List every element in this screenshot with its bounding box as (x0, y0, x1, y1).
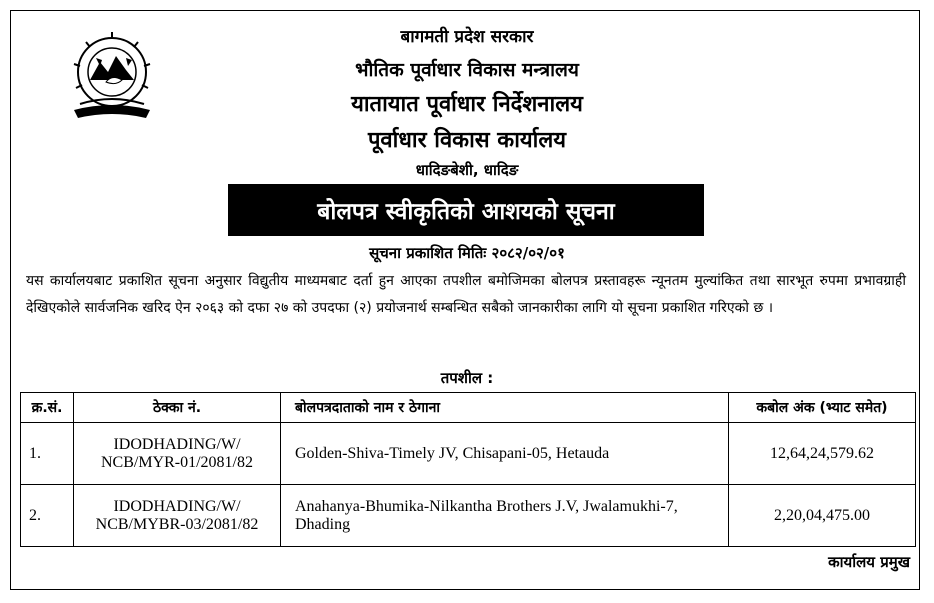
col-header-contract: ठेक्का नं. (74, 393, 281, 423)
header-ministry: भौतिक पूर्वाधार विकास मन्त्रालय (355, 59, 579, 81)
cell-amount: 12,64,24,579.62 (729, 423, 916, 485)
notice-title-banner (228, 184, 704, 236)
cell-bidder: Anahanya-Bhumika-Nilkantha Brothers J.V, Jwalamukhi-7, Dhading (281, 485, 729, 547)
col-header-sn: क्र.सं. (21, 393, 74, 423)
header-address: धादिङबेशी, धादिङ (415, 161, 519, 179)
col-header-bidder: बोलपत्रदाताको नाम र ठेगाना (281, 393, 729, 423)
header-directorate: यातायात पूर्वाधार निर्देशनालय (351, 92, 583, 117)
cell-bidder: Golden-Shiva-Timely JV, Chisapani-05, Hetauda (281, 423, 729, 485)
signature: कार्यालय प्रमुख (828, 553, 910, 571)
table-header-row (21, 393, 916, 423)
cell-amount: 2,20,04,475.00 (729, 485, 916, 547)
notice-title: बोलपत्र स्वीकृतिको आशयको सूचना (317, 199, 615, 225)
cell-contract: IDODHADING/W/ NCB/MYBR-03/2081/82 (74, 485, 281, 547)
table-row (21, 485, 916, 547)
notice-body: यस कार्यालयबाट प्रकाशित सूचना अनुसार विद्युतीय माध्यमबाट दर्ता हुन आएका तपशील बमोजिमका बोलपत्र प्रस्तावहरू न्यूनतम मुल्यांकित तथा सारभूत रुपमा प्रभावग्राही देखिएकोले सार्वजनिक खरिद ऐन २०६३ को दफा २७ को उपदफा (२) प्रयोजनार्थ सम्बन्धित सबैको जानकारीका लागि यो सूचना प्रकाशित गरिएको छ । (26, 273, 906, 316)
bid-table (20, 392, 916, 547)
header-office: पूर्वाधार विकास कार्यालय (367, 128, 567, 153)
cell-contract: IDODHADING/W/ NCB/MYR-01/2081/82 (74, 423, 281, 485)
col-header-amount: कबोल अंक (भ्याट समेत) (729, 393, 916, 423)
cell-sn: 2. (21, 485, 74, 547)
details-label: तपशील : (440, 369, 494, 387)
table-row (21, 423, 916, 485)
cell-sn: 1. (21, 423, 74, 485)
published-date: सूचना प्रकाशित मितिः २०८२/०२/०१ (369, 244, 565, 262)
header-province: बागमती प्रदेश सरकार (400, 27, 534, 47)
